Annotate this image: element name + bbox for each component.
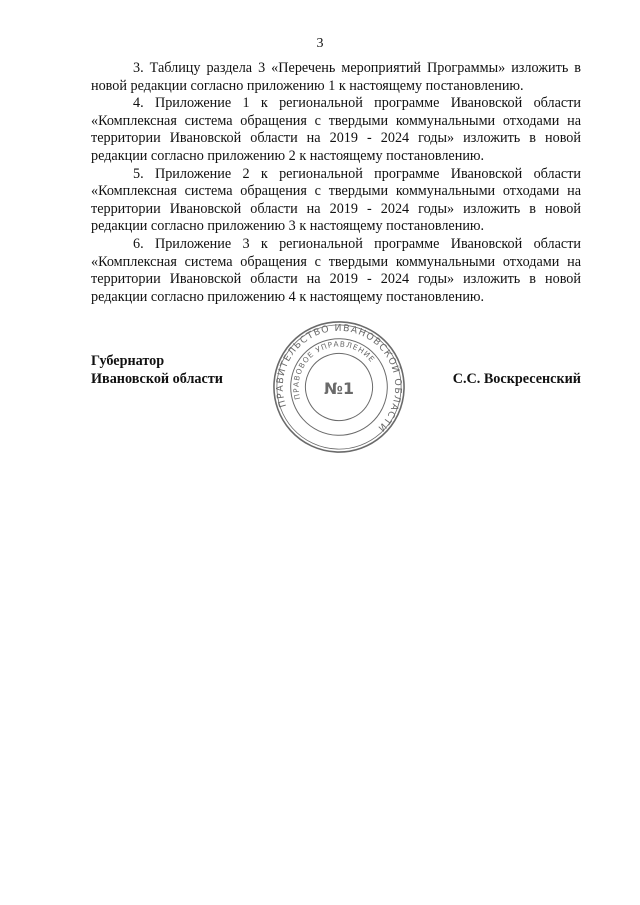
paragraph-item-4: 4. Приложение 1 к региональной программе Ивановской области «Комплексная система обращения с твердыми коммунальными отходами на территории Ивановской области на 2019 - 2024 годы» изложить в новой редакции согласно приложению 2 к настоящему постановлению. bbox=[91, 95, 581, 164]
signatory-name: С.С. Воскресенский bbox=[452, 370, 581, 387]
paragraph-item-6: 6. Приложение 3 к региональной программе Ивановской области «Комплексная система обращения с твердыми коммунальными отходами на территории Ивановской области на 2019 - 2024 годы» изложить в новой редакции согласно приложению 4 к настоящему постановлению. bbox=[91, 235, 581, 305]
signatory-title-line-1: Губернатор bbox=[91, 353, 165, 369]
paragraph-item-3: 3. Таблицу раздела 3 «Перечень мероприятий Программы» изложить в новой редакции согласно приложению 1 к настоящему постановлению. bbox=[91, 60, 581, 94]
seal-outer-text: ПРАВИТЕЛЬСТВО ИВАНОВСКОЙ ОБЛАСТИ bbox=[274, 322, 404, 435]
seal-number: №1 bbox=[324, 378, 354, 398]
signature-block bbox=[91, 322, 581, 453]
page-number: 3 bbox=[316, 36, 324, 51]
official-seal-stamp bbox=[270, 318, 408, 456]
paragraph-item-5: 5. Приложение 2 к региональной программе Ивановской области «Комплексная система обращения с твердыми коммунальными отходами на территории Ивановской области на 2019 - 2024 годы» изложить в новой редакции согласно приложению 3 к настоящему постановлению. bbox=[91, 165, 581, 235]
signatory-title bbox=[91, 353, 223, 388]
seal-inner-text: ПРАВОВОЕ УПРАВЛЕНИЕ bbox=[291, 339, 377, 401]
signatory-title-line-2: Ивановской области bbox=[91, 370, 223, 387]
document-body bbox=[91, 60, 581, 306]
